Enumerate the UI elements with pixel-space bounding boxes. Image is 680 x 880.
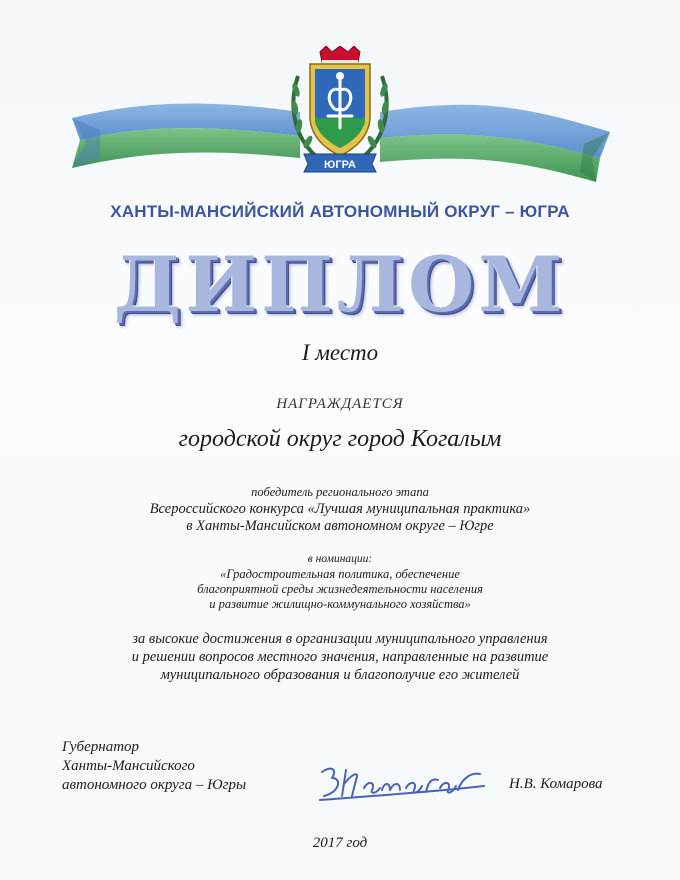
nomination-block [0, 552, 680, 612]
winner-line-1: победитель регионального этапа [251, 485, 429, 499]
governor-title [62, 738, 246, 795]
achievement-block [0, 630, 680, 684]
winner-line-2: Всероссийского конкурса «Лучшая муниципальная практика» [149, 501, 531, 517]
nomination-line-1: «Градостроительная политика, обеспечение [220, 567, 460, 581]
signatory-name: Н.В. Комарова [509, 776, 603, 792]
governor-line-1: Губернатор [62, 739, 140, 755]
nomination-label: в номинации: [307, 553, 373, 565]
governor-line-3: автономного округа – Югры [62, 777, 247, 793]
nomination-line-2: благоприятной среды жизнедеятельности населения [197, 582, 483, 596]
winner-line-3: в Ханты-Мансийском автономном округе – Югре [186, 518, 494, 534]
achievement-line-1: за высокие достижения в организации муниципального управления [132, 631, 548, 647]
achievement-line-3: муниципального образования и благополучие его жителей [160, 667, 520, 683]
region-title: ХАНТЫ-МАНСИЙСКИЙ АВТОНОМНЫЙ ОКРУГ – ЮГРА [110, 202, 570, 221]
winner-block [0, 484, 680, 535]
governor-line-2: Ханты-Мансийского [62, 758, 195, 774]
awarded-label: НАГРАЖДАЕТСЯ [276, 396, 404, 412]
place-label: I место [301, 340, 379, 365]
handwritten-signature [312, 752, 492, 812]
year-label: 2017 год [312, 835, 368, 851]
nomination-line-3: и развитие жилищно-коммунального хозяйства» [209, 597, 471, 611]
coat-of-arms-emblem [288, 46, 392, 174]
diploma-title: ДИПЛОМ [113, 240, 567, 329]
emblem-label: ЮГРА [324, 159, 356, 171]
achievement-line-2: и решении вопросов местного значения, направленные на развитие [131, 649, 549, 665]
recipient-name: городской округ город Когалым [178, 426, 502, 452]
